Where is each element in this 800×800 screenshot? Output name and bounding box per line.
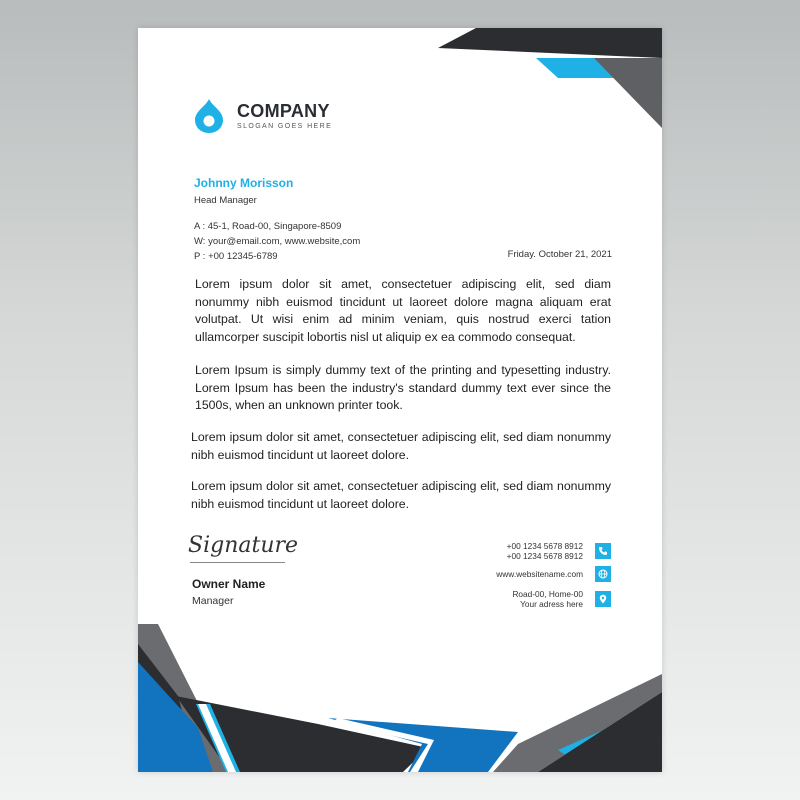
body-paragraph-3: Lorem ipsum dolor sit amet, consectetuer adipiscing elit, sed diam nonummy nibh euismod tincidunt ut laoreet dolore. (191, 430, 611, 462)
sender-name: Johnny Morisson (194, 176, 294, 190)
footer-website: www.websitename.com (496, 569, 583, 579)
signature-underline (190, 562, 285, 563)
letterhead-page (138, 28, 662, 772)
logo-text (237, 102, 332, 130)
body-paragraph-2: Lorem Ipsum is simply dummy text of the printing and typesetting industry. Lorem Ipsum has been the industry's standard dummy text ever since the 1500s, when an unknown printer took. (195, 363, 611, 412)
company-logo (193, 98, 332, 134)
footer-website-row (496, 566, 611, 582)
drop-icon (193, 98, 225, 134)
footer-phone-2: +00 1234 5678 8912 (506, 551, 583, 561)
footer-address-row (512, 589, 611, 609)
footer-phone-1: +00 1234 5678 8912 (506, 541, 583, 551)
footer-phone-row (507, 541, 611, 561)
owner-name: Owner Name (192, 577, 266, 591)
sender-contact (194, 219, 360, 264)
letter-date: Friday. October 21, 2021 (507, 249, 612, 260)
phone-icon (595, 543, 611, 559)
sender-web: W: your@email.com, www.website,com (194, 236, 361, 247)
body-paragraph-1: Lorem ipsum dolor sit amet, consectetuer adipiscing elit, sed diam nonummy nibh euismod tincidunt ut laoreet dolore magna aliquam erat volutpat. Ut wisi enim ad minim veniam, quis nostrud exerci tation ullamcorper suscipit lobortis nisl ut aliquip ex ea commodo consequat. (195, 277, 611, 344)
sender-phone: P : +00 12345-6789 (194, 251, 278, 262)
handwritten-signature: Signature (188, 533, 299, 558)
sender-block (194, 176, 293, 206)
owner-role: Manager (192, 595, 234, 607)
sender-role: Head Manager (194, 195, 257, 206)
company-name: COMPANY (237, 101, 330, 121)
sender-address: A : 45-1, Road-00, Singapore-8509 (194, 221, 342, 232)
location-pin-icon (595, 591, 611, 607)
body-paragraph-4: Lorem ipsum dolor sit amet, consectetuer adipiscing elit, sed diam nonummy nibh euismod tincidunt ut laoreet dolore. (191, 479, 611, 511)
top-dark-band (438, 28, 662, 58)
top-gray-diagonal (594, 58, 662, 128)
footer-address-text (512, 589, 583, 609)
footer-address-1: Road-00, Home-00 (512, 589, 583, 599)
footer-address-2: Your adress here (520, 599, 583, 609)
footer-phone-text (507, 541, 583, 561)
globe-icon (595, 566, 611, 582)
company-slogan: SLOGAN GOES HERE (237, 123, 333, 130)
